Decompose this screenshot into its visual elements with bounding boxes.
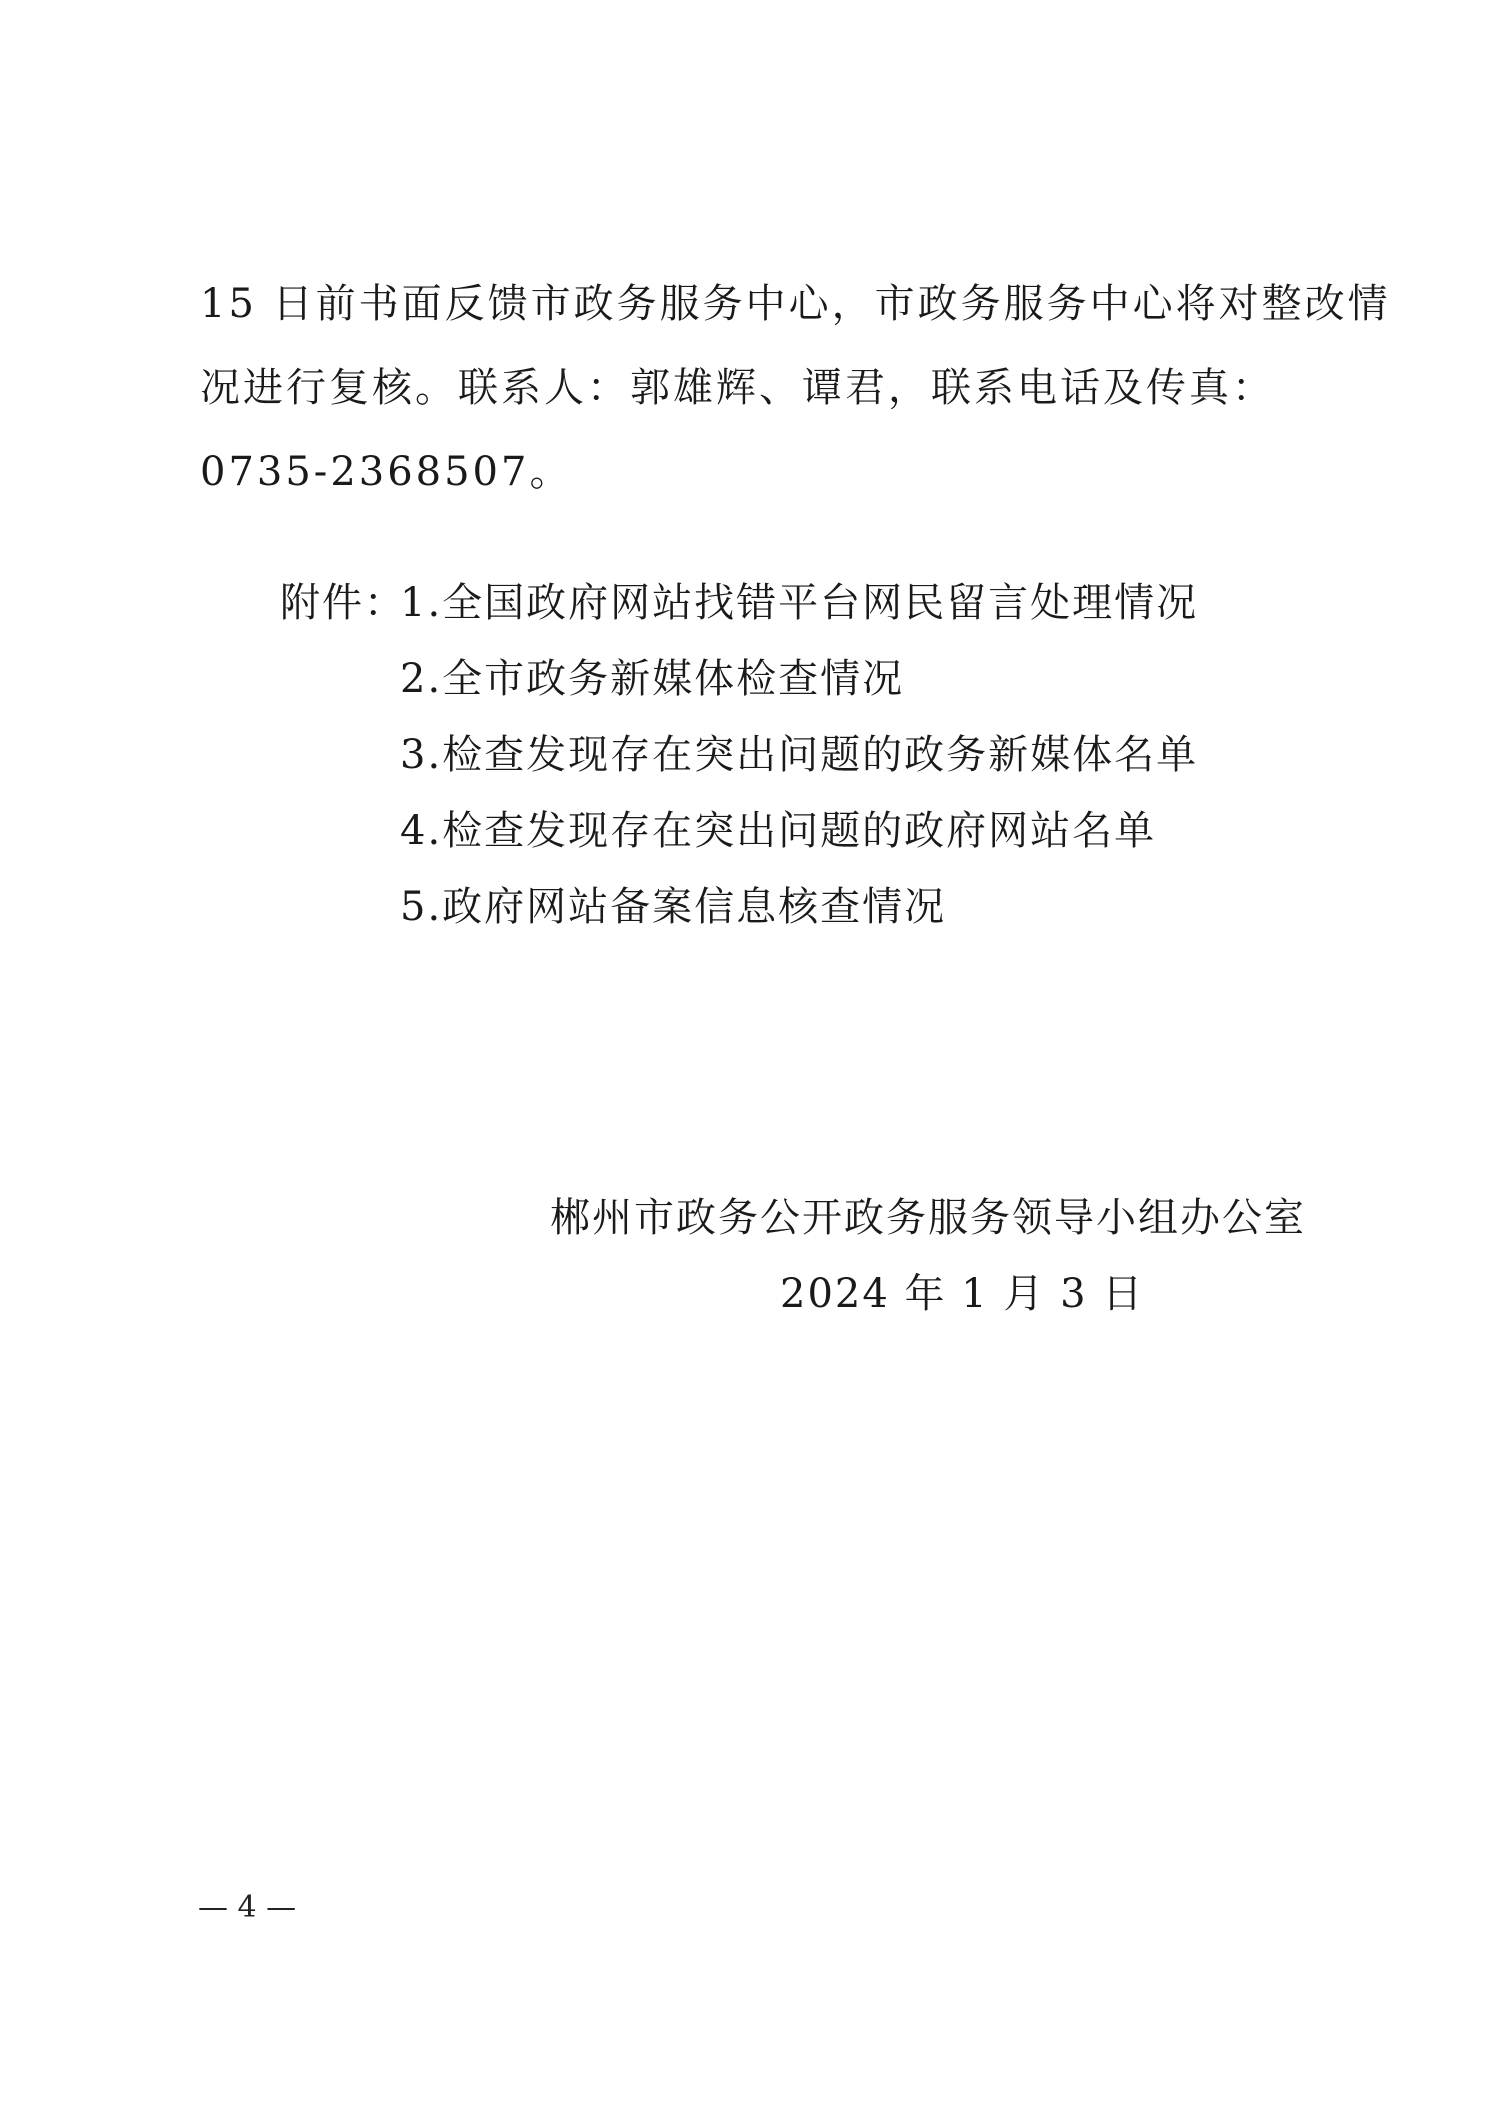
body-paragraph: [200, 262, 1391, 514]
attachment-item: 4.检查发现存在突出问题的政府网站名单: [400, 808, 1157, 854]
attachment-item: 5.政府网站备案信息核查情况: [400, 884, 947, 930]
issuing-organization: 郴州市政务公开政务服务领导小组办公室: [550, 1195, 1306, 1241]
attachment-row: [280, 793, 1280, 869]
attachment-item: 2.全市政务新媒体检查情况: [400, 656, 905, 702]
body-line: 0735-2368507。: [200, 449, 573, 495]
signature-block: [550, 1180, 1306, 1332]
attachment-row: [280, 717, 1280, 793]
attachment-row: [280, 565, 1280, 641]
attachment-item: 3.检查发现存在突出问题的政务新媒体名单: [400, 732, 1199, 778]
attachment-row: [280, 869, 1280, 945]
body-line: 况进行复核。联系人：郭雄辉、谭君，联系电话及传真：: [200, 365, 1275, 411]
attachments-list: [280, 565, 1280, 945]
attachment-row: [280, 641, 1280, 717]
page-number: — 4 —: [198, 1890, 297, 1925]
body-line: 15 日前书面反馈市政务服务中心，市政务服务中心将对整改情: [200, 281, 1391, 327]
issue-date: 2024 年 1 月 3 日: [780, 1271, 1145, 1317]
attachment-item: 1.全国政府网站找错平台网民留言处理情况: [400, 580, 1199, 626]
attachments-label: 附件：: [280, 580, 406, 626]
